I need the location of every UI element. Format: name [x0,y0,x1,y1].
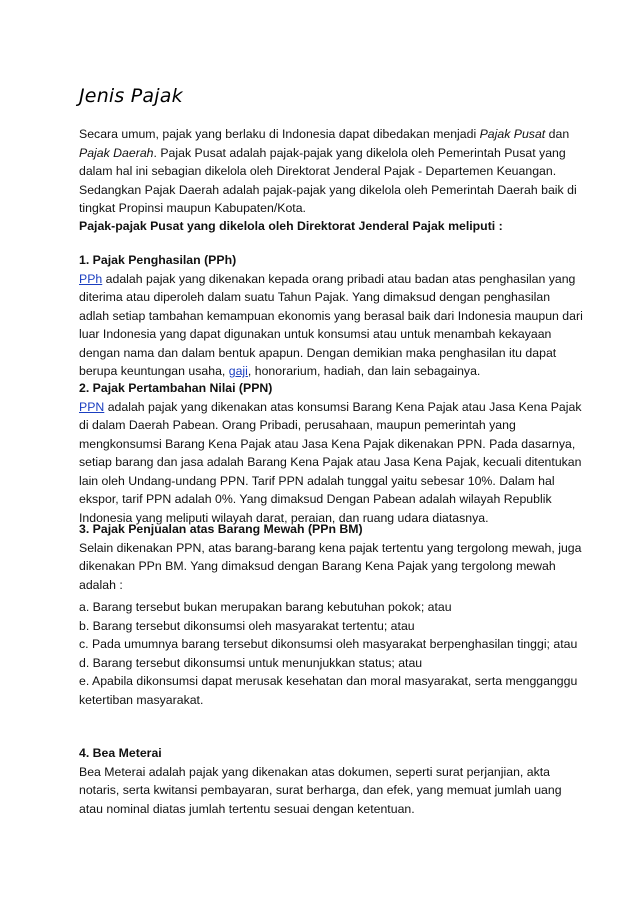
bea-section [79,744,569,818]
ppnbm-line: adalah : [79,577,123,592]
pph-section [79,251,583,381]
intro-line: dalam hal ini sebagian dikelola oleh Direktorat Jenderal Pajak - Departemen Keuangan. [79,164,557,178]
ppn-link[interactable]: PPN [79,399,105,414]
ppn-line: ekspor, tarif PPN adalah 0%. Yang dimaksud Dengan Pabean adalah wilayah Republik [79,492,552,506]
bea-line: Bea Meterai adalah pajak yang dikenakan atas dokumen, seperti surat perjanjian, akta [79,764,550,779]
pph-line: luar Indonesia yang dapat digunakan untuk konsumsi atau untuk menambah kekayaan [79,327,552,341]
bea-heading: 4. Bea Meterai [79,746,162,760]
intro-line: tingkat Propinsi maupun Kabupaten/Kota. [79,201,306,215]
bea-line: notaris, serta kwitansi pembayaran, surat berharga, dan efek, yang memuat jumlah uang [79,783,562,797]
ppn-line: PPN adalah pajak yang dikenakan atas konsumsi Barang Kena Pajak atau Jasa Kena Pajak [79,399,582,414]
ppn-line: setiap barang dan jasa adalah Barang Kena Pajak atau Jasa Kena Pajak, kecuali ditentukan [79,455,582,469]
pph-line: diterima atau diperoleh dalam suatu Tahun Pajak. Yang dimaksud dengan penghasilan [79,290,551,304]
list-item-continuation: ketertiban masyarakat. [79,692,204,707]
list-item: d. Barang tersebut dikonsumsi untuk menunjukkan status; atau [79,655,423,670]
intro-line: Sedangkan Pajak Daerah adalah pajak-pajak yang dikelola oleh Pemerintah Daerah baik di [79,182,577,197]
ppn-heading: 2. Pajak Pertambahan Nilai (PPN) [79,381,273,395]
ppn-line: di dalam Daerah Pabean. Orang Pribadi, perusahaan, maupun pemerintah yang [79,418,516,432]
pph-line: berupa keuntungan usaha, gaji, honorarium, hadiah, dan lain sebagainya. [79,364,481,378]
ppn-line: lain oleh Undang-undang PPN. Tarif PPN adalah tunggal yaitu sebesar 10%. Dalam hal [79,473,555,488]
ppn-line: Indonesia yang meliputi wilayah darat, peraian, dan ruang udara diatasnya. [79,510,489,525]
pph-line: dengan nama dan dalam bentuk apapun. Dengan demikian maka penghasilan itu dapat [79,345,557,360]
pph-link[interactable]: PPh [79,271,103,286]
list-item: c. Pada umumnya barang tersebut dikonsumsi oleh masyarakat berpenghasilan tinggi; atau [79,637,578,651]
pusat-heading: Pajak-pajak Pusat yang dikelola oleh Direktorat Jenderal Pajak meliputi : [79,219,503,233]
intro-line: Pajak Daerah. Pajak Pusat adalah pajak-pajak yang dikelola oleh Pemerintah Pusat yang [79,145,566,160]
page-title: Jenis Pajak [79,85,183,107]
gaji-link[interactable]: gaji [228,364,248,378]
ppnbm-section [79,520,582,594]
ppnbm-heading: 3. Pajak Penjualan atas Barang Mewah (PPn BM) [79,522,363,536]
ppnbm-criteria-list [79,598,578,709]
intro-line: Secara umum, pajak yang berlaku di Indonesia dapat dibedakan menjadi Pajak Pusat dan [79,127,570,141]
pph-line: PPh adalah pajak yang dikenakan kepada orang pribadi atau badan atas penghasilan yang [79,271,576,286]
intro-paragraph [79,125,577,218]
list-item: e. Apabila dikonsumsi dapat merusak kesehatan dan moral masyarakat, serta mengganggu [79,674,578,688]
ppn-section [79,379,582,527]
ppnbm-line: Selain dikenakan PPN, atas barang-barang kena pajak tertentu yang tergolong mewah, juga [79,540,582,555]
bea-line: atau nominal diatas jumlah tertentu sesuai dengan ketentuan. [79,801,415,816]
list-item: a. Barang tersebut bukan merupakan barang kebutuhan pokok; atau [79,600,452,614]
pph-heading: 1. Pajak Penghasilan (PPh) [79,253,237,267]
ppnbm-line: dikenakan PPn BM. Yang dimaksud dengan Barang Kena Pajak yang tergolong mewah [79,559,556,573]
ppn-line: mengkonsumsi Barang Kena Pajak atau Jasa Kena Pajak dikenakan PPN. Pada dasarnya, [79,436,576,451]
list-item: b. Barang tersebut dikonsumsi oleh masyarakat tertentu; atau [79,618,415,633]
pph-line: adlah setiap tambahan kemampuan ekonomis yang berasal baik dari Indonesia maupun dari [79,308,583,323]
